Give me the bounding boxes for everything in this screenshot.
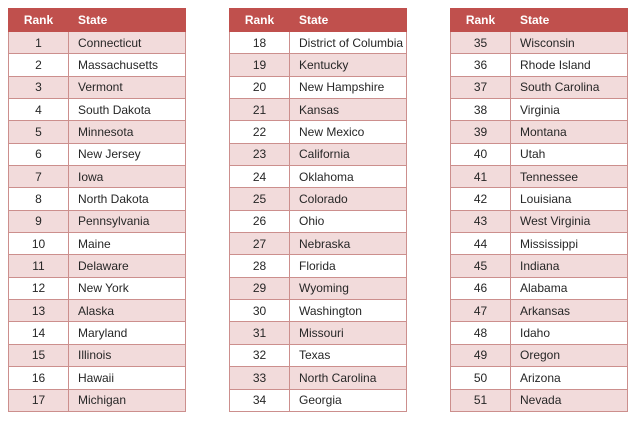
state-cell: Montana <box>511 121 628 143</box>
rank-cell: 6 <box>9 143 69 165</box>
table-row <box>9 233 186 255</box>
table-row <box>9 389 186 412</box>
table-body <box>451 32 628 412</box>
rank-cell: 46 <box>451 277 511 299</box>
rank-cell: 15 <box>9 344 69 366</box>
table-body <box>230 32 407 412</box>
state-column-header: State <box>69 9 186 32</box>
state-cell: Pennsylvania <box>69 210 186 232</box>
rank-cell: 4 <box>9 99 69 121</box>
state-cell: Vermont <box>69 76 186 98</box>
rank-cell: 22 <box>230 121 290 143</box>
table-row <box>230 367 407 389</box>
rank-cell: 48 <box>451 322 511 344</box>
table-row <box>230 54 407 76</box>
rank-cell: 8 <box>9 188 69 210</box>
state-cell: Arizona <box>511 367 628 389</box>
state-cell: Mississippi <box>511 233 628 255</box>
state-cell: Wyoming <box>290 277 407 299</box>
rank-table-1 <box>8 8 186 412</box>
state-cell: Michigan <box>69 389 186 412</box>
state-cell: Minnesota <box>69 121 186 143</box>
table-row <box>451 277 628 299</box>
state-cell: West Virginia <box>511 210 628 232</box>
table-row <box>230 389 407 412</box>
rank-cell: 43 <box>451 210 511 232</box>
rank-cell: 11 <box>9 255 69 277</box>
rank-cell: 13 <box>9 300 69 322</box>
state-cell: South Carolina <box>511 76 628 98</box>
rank-cell: 38 <box>451 99 511 121</box>
table-row <box>9 76 186 98</box>
rank-cell: 20 <box>230 76 290 98</box>
rank-cell: 31 <box>230 322 290 344</box>
rank-cell: 40 <box>451 143 511 165</box>
table-body <box>9 32 186 412</box>
rank-cell: 26 <box>230 210 290 232</box>
rank-column-header: Rank <box>451 9 511 32</box>
rank-cell: 2 <box>9 54 69 76</box>
state-cell: Utah <box>511 143 628 165</box>
state-cell: Florida <box>290 255 407 277</box>
rank-cell: 10 <box>9 233 69 255</box>
table-row <box>9 255 186 277</box>
rank-cell: 1 <box>9 32 69 54</box>
state-cell: Indiana <box>511 255 628 277</box>
table-row <box>9 300 186 322</box>
table-row <box>230 322 407 344</box>
state-cell: Missouri <box>290 322 407 344</box>
rank-cell: 51 <box>451 389 511 412</box>
table-row <box>230 300 407 322</box>
rank-cell: 18 <box>230 32 290 54</box>
table-row <box>9 188 186 210</box>
table-row <box>230 32 407 54</box>
rank-cell: 32 <box>230 344 290 366</box>
rank-cell: 3 <box>9 76 69 98</box>
state-cell: Virginia <box>511 99 628 121</box>
state-cell: Illinois <box>69 344 186 366</box>
rank-table-2 <box>229 8 407 412</box>
rank-cell: 47 <box>451 300 511 322</box>
rank-cell: 44 <box>451 233 511 255</box>
table-row <box>230 210 407 232</box>
table-row <box>230 76 407 98</box>
state-cell: Nevada <box>511 389 628 412</box>
state-cell: California <box>290 143 407 165</box>
state-cell: New York <box>69 277 186 299</box>
table-row <box>230 344 407 366</box>
table-row <box>451 99 628 121</box>
table-row <box>9 344 186 366</box>
table-row <box>9 210 186 232</box>
table-row <box>451 210 628 232</box>
table-row <box>9 143 186 165</box>
state-cell: District of Columbia <box>290 32 407 54</box>
state-cell: New Jersey <box>69 143 186 165</box>
rank-cell: 34 <box>230 389 290 412</box>
state-cell: North Dakota <box>69 188 186 210</box>
header-row <box>230 9 407 32</box>
state-cell: Maryland <box>69 322 186 344</box>
table-row <box>451 233 628 255</box>
table-row <box>451 143 628 165</box>
table-row <box>451 166 628 188</box>
rank-cell: 35 <box>451 32 511 54</box>
table-row <box>9 166 186 188</box>
state-cell: Georgia <box>290 389 407 412</box>
rank-cell: 30 <box>230 300 290 322</box>
state-cell: Maine <box>69 233 186 255</box>
rank-column-header: Rank <box>9 9 69 32</box>
state-cell: Louisiana <box>511 188 628 210</box>
table-row <box>230 99 407 121</box>
rank-cell: 50 <box>451 367 511 389</box>
state-cell: Ohio <box>290 210 407 232</box>
table-row <box>451 322 628 344</box>
state-cell: South Dakota <box>69 99 186 121</box>
state-cell: Tennessee <box>511 166 628 188</box>
rank-cell: 24 <box>230 166 290 188</box>
rank-cell: 41 <box>451 166 511 188</box>
rank-cell: 37 <box>451 76 511 98</box>
table-row <box>9 121 186 143</box>
table-row <box>451 121 628 143</box>
state-column-header: State <box>511 9 628 32</box>
state-cell: Texas <box>290 344 407 366</box>
table-row <box>451 255 628 277</box>
table-row <box>230 166 407 188</box>
rank-cell: 36 <box>451 54 511 76</box>
rank-cell: 19 <box>230 54 290 76</box>
table-row <box>230 121 407 143</box>
state-cell: Kansas <box>290 99 407 121</box>
rank-cell: 12 <box>9 277 69 299</box>
table-row <box>451 344 628 366</box>
state-cell: New Mexico <box>290 121 407 143</box>
table-row <box>230 255 407 277</box>
rank-cell: 49 <box>451 344 511 366</box>
table-row <box>9 367 186 389</box>
rank-cell: 14 <box>9 322 69 344</box>
rank-cell: 7 <box>9 166 69 188</box>
rank-column-header: Rank <box>230 9 290 32</box>
state-cell: Hawaii <box>69 367 186 389</box>
rank-cell: 16 <box>9 367 69 389</box>
table-row <box>451 54 628 76</box>
state-cell: Alaska <box>69 300 186 322</box>
state-cell: Washington <box>290 300 407 322</box>
rank-table-3 <box>450 8 628 412</box>
table-row <box>9 54 186 76</box>
table-row <box>230 277 407 299</box>
rank-cell: 29 <box>230 277 290 299</box>
rank-cell: 23 <box>230 143 290 165</box>
table-row <box>451 188 628 210</box>
rank-cell: 39 <box>451 121 511 143</box>
rank-cell: 9 <box>9 210 69 232</box>
state-cell: Alabama <box>511 277 628 299</box>
state-cell: Arkansas <box>511 300 628 322</box>
table-row <box>451 300 628 322</box>
table-row <box>230 143 407 165</box>
state-cell: Nebraska <box>290 233 407 255</box>
table-row <box>9 99 186 121</box>
rank-cell: 17 <box>9 389 69 412</box>
rank-cell: 45 <box>451 255 511 277</box>
rank-cell: 25 <box>230 188 290 210</box>
table-row <box>9 277 186 299</box>
state-cell: Delaware <box>69 255 186 277</box>
state-cell: Rhode Island <box>511 54 628 76</box>
state-cell: Connecticut <box>69 32 186 54</box>
state-cell: Massachusetts <box>69 54 186 76</box>
table-row <box>9 32 186 54</box>
table-row <box>230 233 407 255</box>
rank-cell: 5 <box>9 121 69 143</box>
header-row <box>451 9 628 32</box>
table-row <box>451 367 628 389</box>
table-row <box>451 32 628 54</box>
state-cell: Iowa <box>69 166 186 188</box>
state-cell: Kentucky <box>290 54 407 76</box>
state-column-header: State <box>290 9 407 32</box>
rank-cell: 21 <box>230 99 290 121</box>
rank-cell: 42 <box>451 188 511 210</box>
state-cell: Wisconsin <box>511 32 628 54</box>
state-cell: Idaho <box>511 322 628 344</box>
table-row <box>451 389 628 412</box>
state-cell: New Hampshire <box>290 76 407 98</box>
table-row <box>451 76 628 98</box>
table-row <box>230 188 407 210</box>
state-cell: North Carolina <box>290 367 407 389</box>
rank-cell: 33 <box>230 367 290 389</box>
header-row <box>9 9 186 32</box>
state-cell: Oregon <box>511 344 628 366</box>
table-row <box>9 322 186 344</box>
rank-cell: 28 <box>230 255 290 277</box>
state-cell: Oklahoma <box>290 166 407 188</box>
rank-cell: 27 <box>230 233 290 255</box>
state-cell: Colorado <box>290 188 407 210</box>
